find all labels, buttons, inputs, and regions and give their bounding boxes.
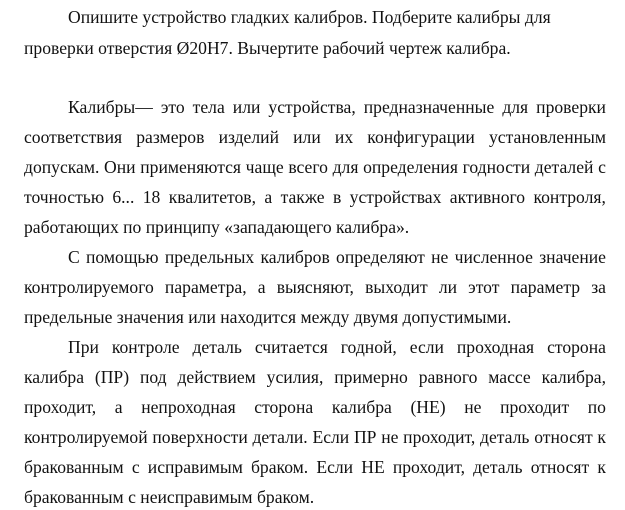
word: для: [332, 157, 359, 177]
word: активного: [449, 187, 526, 207]
word: массе: [488, 367, 531, 387]
word: или: [232, 97, 261, 117]
word: контролируемой: [24, 427, 148, 447]
word: деталь: [473, 457, 523, 477]
word: с: [598, 157, 606, 177]
word: проверки: [536, 97, 606, 117]
word: чаще: [245, 157, 284, 177]
word: сторона: [254, 397, 314, 417]
word: исправимым: [147, 457, 243, 477]
word: также: [280, 187, 325, 207]
word: поверхности: [152, 427, 248, 447]
word: деталь: [192, 337, 242, 357]
word: этот: [468, 277, 500, 297]
word: их: [334, 127, 354, 147]
word: квалитетов,: [168, 187, 256, 207]
word: численное: [454, 247, 533, 267]
p3-line-6: бракованным с неисправимым браком.: [24, 487, 315, 507]
p1-line-5: работающих по принципу «западающего калибра».: [24, 217, 410, 237]
word: или: [293, 127, 321, 147]
word: значение: [539, 247, 606, 267]
word: по: [587, 397, 606, 417]
p3-line-2: [24, 367, 606, 388]
word: 18: [142, 187, 161, 207]
word: всего: [288, 157, 328, 177]
word: а: [264, 187, 273, 207]
word: (ПР): [94, 367, 130, 387]
word: 6...: [112, 187, 135, 207]
word: контролируемого: [24, 277, 154, 297]
p1-line-2: [24, 127, 606, 148]
word: применяются: [140, 157, 242, 177]
word: Калибры—: [68, 97, 153, 117]
word: если: [409, 337, 444, 357]
word: НЕ: [361, 457, 385, 477]
word: не: [431, 247, 449, 267]
word: за: [591, 277, 606, 297]
word: деталей: [534, 157, 594, 177]
word: браком.: [250, 457, 309, 477]
word: равного: [418, 367, 478, 387]
word: контроля,: [533, 187, 606, 207]
word: калибра: [24, 367, 84, 387]
word: тела: [192, 97, 225, 117]
word: бракованным: [24, 457, 124, 477]
word: калибра: [331, 397, 392, 417]
word: примерно: [334, 367, 408, 387]
word: детали.: [252, 427, 308, 447]
word: относят: [534, 427, 593, 447]
word: а: [114, 397, 123, 417]
p1-line-3: [24, 157, 606, 178]
word: к: [597, 457, 606, 477]
p3-line-1: [68, 337, 606, 358]
word: выясняют,: [276, 277, 354, 297]
word: годной,: [340, 337, 397, 357]
word: соответствия: [24, 127, 123, 147]
word: с: [131, 457, 140, 477]
p2-line-2: [24, 277, 606, 298]
p1-line-4: [24, 187, 606, 208]
word: помощью: [86, 247, 159, 267]
word: не: [381, 427, 399, 447]
word: ПР: [353, 427, 377, 447]
word: допускам.: [24, 157, 100, 177]
word: контроле: [111, 337, 180, 357]
word: размеров: [136, 127, 205, 147]
word: изделий: [218, 127, 279, 147]
word: параметр: [510, 277, 581, 297]
word: предельных: [164, 247, 255, 267]
word: в: [332, 187, 342, 207]
word: выходит: [365, 277, 428, 297]
word: При: [68, 337, 99, 357]
word: проходит,: [403, 427, 476, 447]
word: под: [139, 367, 167, 387]
word: непроходная: [141, 397, 236, 417]
word: калибров: [260, 247, 330, 267]
word: определяют: [336, 247, 425, 267]
word: сторона: [547, 337, 606, 357]
word: Они: [104, 157, 136, 177]
word: действием: [177, 367, 256, 387]
word: определения: [363, 157, 458, 177]
word: (НЕ): [410, 397, 446, 417]
p2-line-1: [68, 247, 606, 268]
word: параметра,: [164, 277, 247, 297]
word: предназначенные: [363, 97, 495, 117]
word: проходит: [500, 397, 570, 417]
word: проходная: [456, 337, 535, 357]
p3-line-3: [24, 397, 606, 418]
word: проходит,: [24, 397, 97, 417]
word: калибра,: [541, 367, 606, 387]
p3-line-4: [24, 427, 606, 448]
word: усилия,: [266, 367, 324, 387]
word: а: [257, 277, 266, 297]
task-line-1: Опишите устройство гладких калибров. Подберите калибры для: [68, 7, 551, 27]
word: относят: [530, 457, 590, 477]
p1-line-1: [68, 97, 606, 118]
word: деталь: [480, 427, 530, 447]
word: устройства,: [268, 97, 356, 117]
word: Если: [312, 427, 350, 447]
word: к: [597, 427, 606, 447]
p2-line-3: предельные значения или находится между двумя допустимыми.: [24, 307, 512, 327]
task-line-2: проверки отверстия Ø20H7. Вычертите рабочий чертеж калибра.: [24, 38, 511, 58]
word: Если: [316, 457, 354, 477]
word: годности: [462, 157, 531, 177]
word: установленным: [489, 127, 606, 147]
p3-line-5: [24, 457, 606, 478]
word: считается: [254, 337, 328, 357]
word: это: [160, 97, 185, 117]
word: для: [502, 97, 529, 117]
word: ли: [438, 277, 458, 297]
word: конфигурации: [367, 127, 475, 147]
word: проходит,: [392, 457, 465, 477]
word: С: [68, 247, 80, 267]
word: устройствах: [349, 187, 442, 207]
word: точностью: [24, 187, 104, 207]
word: не: [464, 397, 482, 417]
